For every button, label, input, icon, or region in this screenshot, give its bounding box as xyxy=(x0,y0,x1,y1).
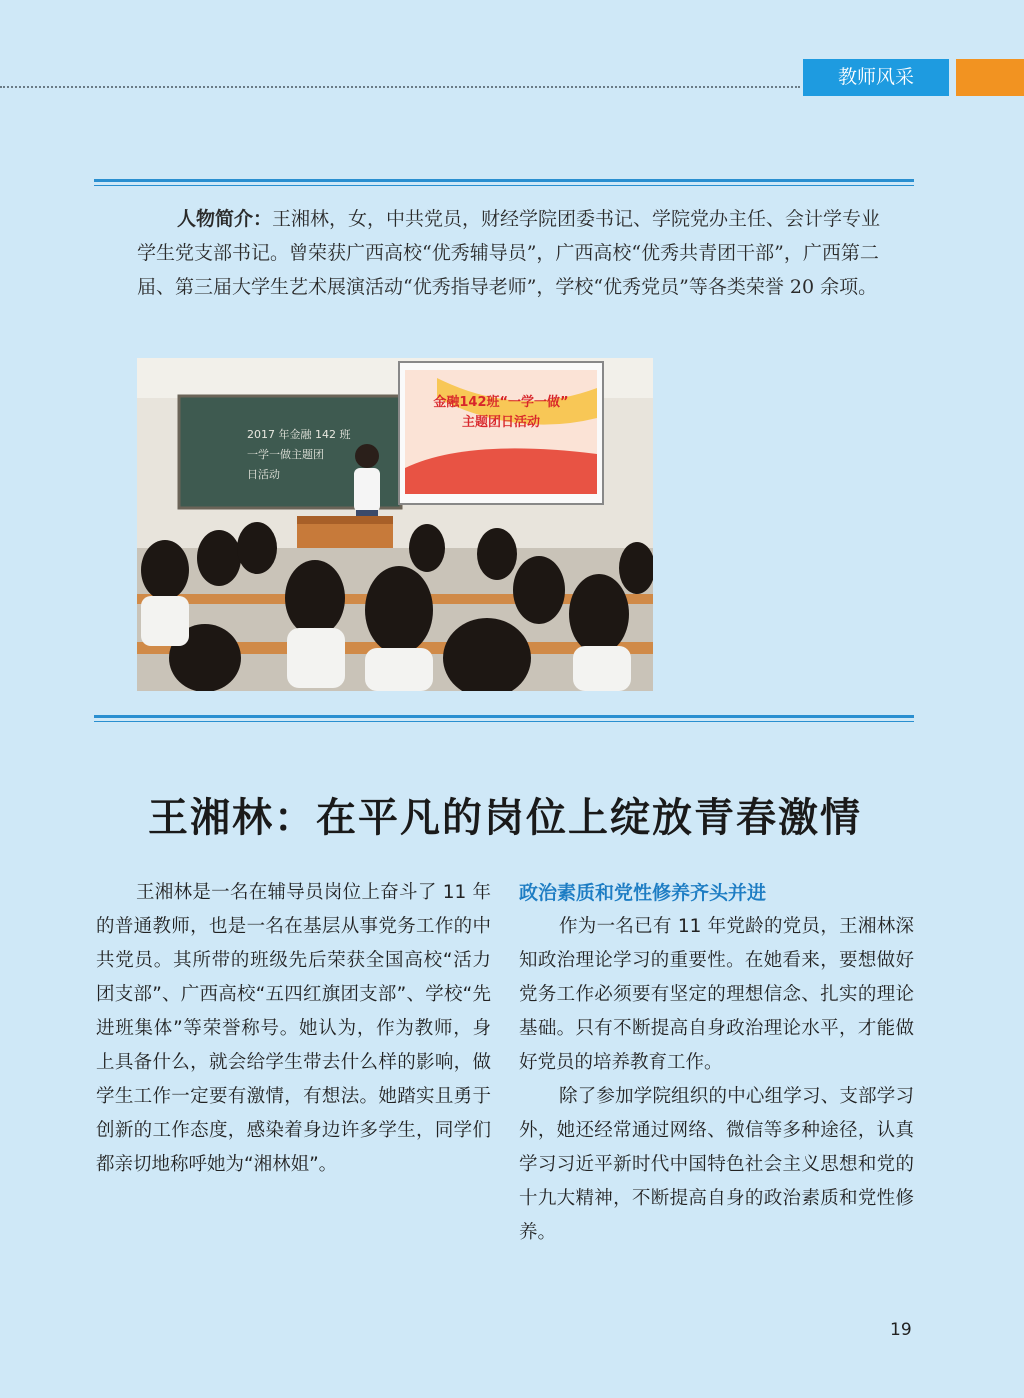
article-title: 王湘林：在平凡的岗位上绽放青春激情 xyxy=(148,794,862,841)
right-paragraph-1: 作为一名已有 11 年党龄的党员，王湘林深知政治理论学习的重要性。在她看来，要想做好党务工作必须要有坚定的理想信念、扎实的理论基础。只有不断提高自身政治理论水平，才能做好党员的培养教育工作。 xyxy=(519,916,914,1073)
right-paragraph-2: 除了参加学院组织的中心组学习、支部学习外，她还经常通过网络、微信等多种途径，认真学习习近平新时代中国特色社会主义思想和党的十九大精神，不断提高自身的政治素质和党性修养。 xyxy=(519,1086,914,1243)
screen-line-2: 主题团日活动 xyxy=(461,415,541,430)
page-number: 19 xyxy=(890,1320,912,1340)
left-paragraph-1: 王湘林是一名在辅导员岗位上奋斗了 11 年的普通教师，也是一名在基层从事党务工作的中共党员。其所带的班级先后荣获全国高校“活力团支部”、广西高校“五四红旗团支部”、学校“先进班集体”等荣誉称号。她认为，作为教师，身上具备什么，就会给学生带去什么样的影响，做学生工作一定要有激情，有想法。她踏实且勇于创新的工作态度，感染着身边许多学生，同学们都亲切地称呼她为“湘林姐”。 xyxy=(96,882,491,1175)
right-subheading: 政治素质和党性修养齐头并进 xyxy=(519,882,767,904)
classroom-photo xyxy=(137,358,653,691)
right-column xyxy=(519,876,914,1250)
blackboard-line-2: 一学一做主题团 xyxy=(247,448,324,461)
bio-paragraph xyxy=(137,202,882,304)
section-tab: 教师风采 xyxy=(803,59,949,96)
blackboard-line-1: 2017 年金融 142 班 xyxy=(247,428,351,441)
left-column xyxy=(96,876,491,1182)
screen-line-1: 金融142班“一学一做” xyxy=(433,395,569,410)
bio-lead: 人物简介： xyxy=(177,208,273,230)
header-dotted-rule xyxy=(0,86,800,88)
bottom-divider-rule xyxy=(94,715,914,722)
blackboard-line-3: 日活动 xyxy=(247,468,280,481)
bio-text: 王湘林，女，中共党员，财经学院团委书记、学院党办主任、会计学专业学生党支部书记。曾荣获广西高校“优秀辅导员”，广西高校“优秀共青团干部”，广西第二届、第三届大学生艺术展演活动“优秀指导老师”，学校“优秀党员”等各类荣誉 20 余项。 xyxy=(137,208,881,298)
orange-accent-tab xyxy=(956,59,1024,96)
top-divider-rule xyxy=(94,179,914,186)
